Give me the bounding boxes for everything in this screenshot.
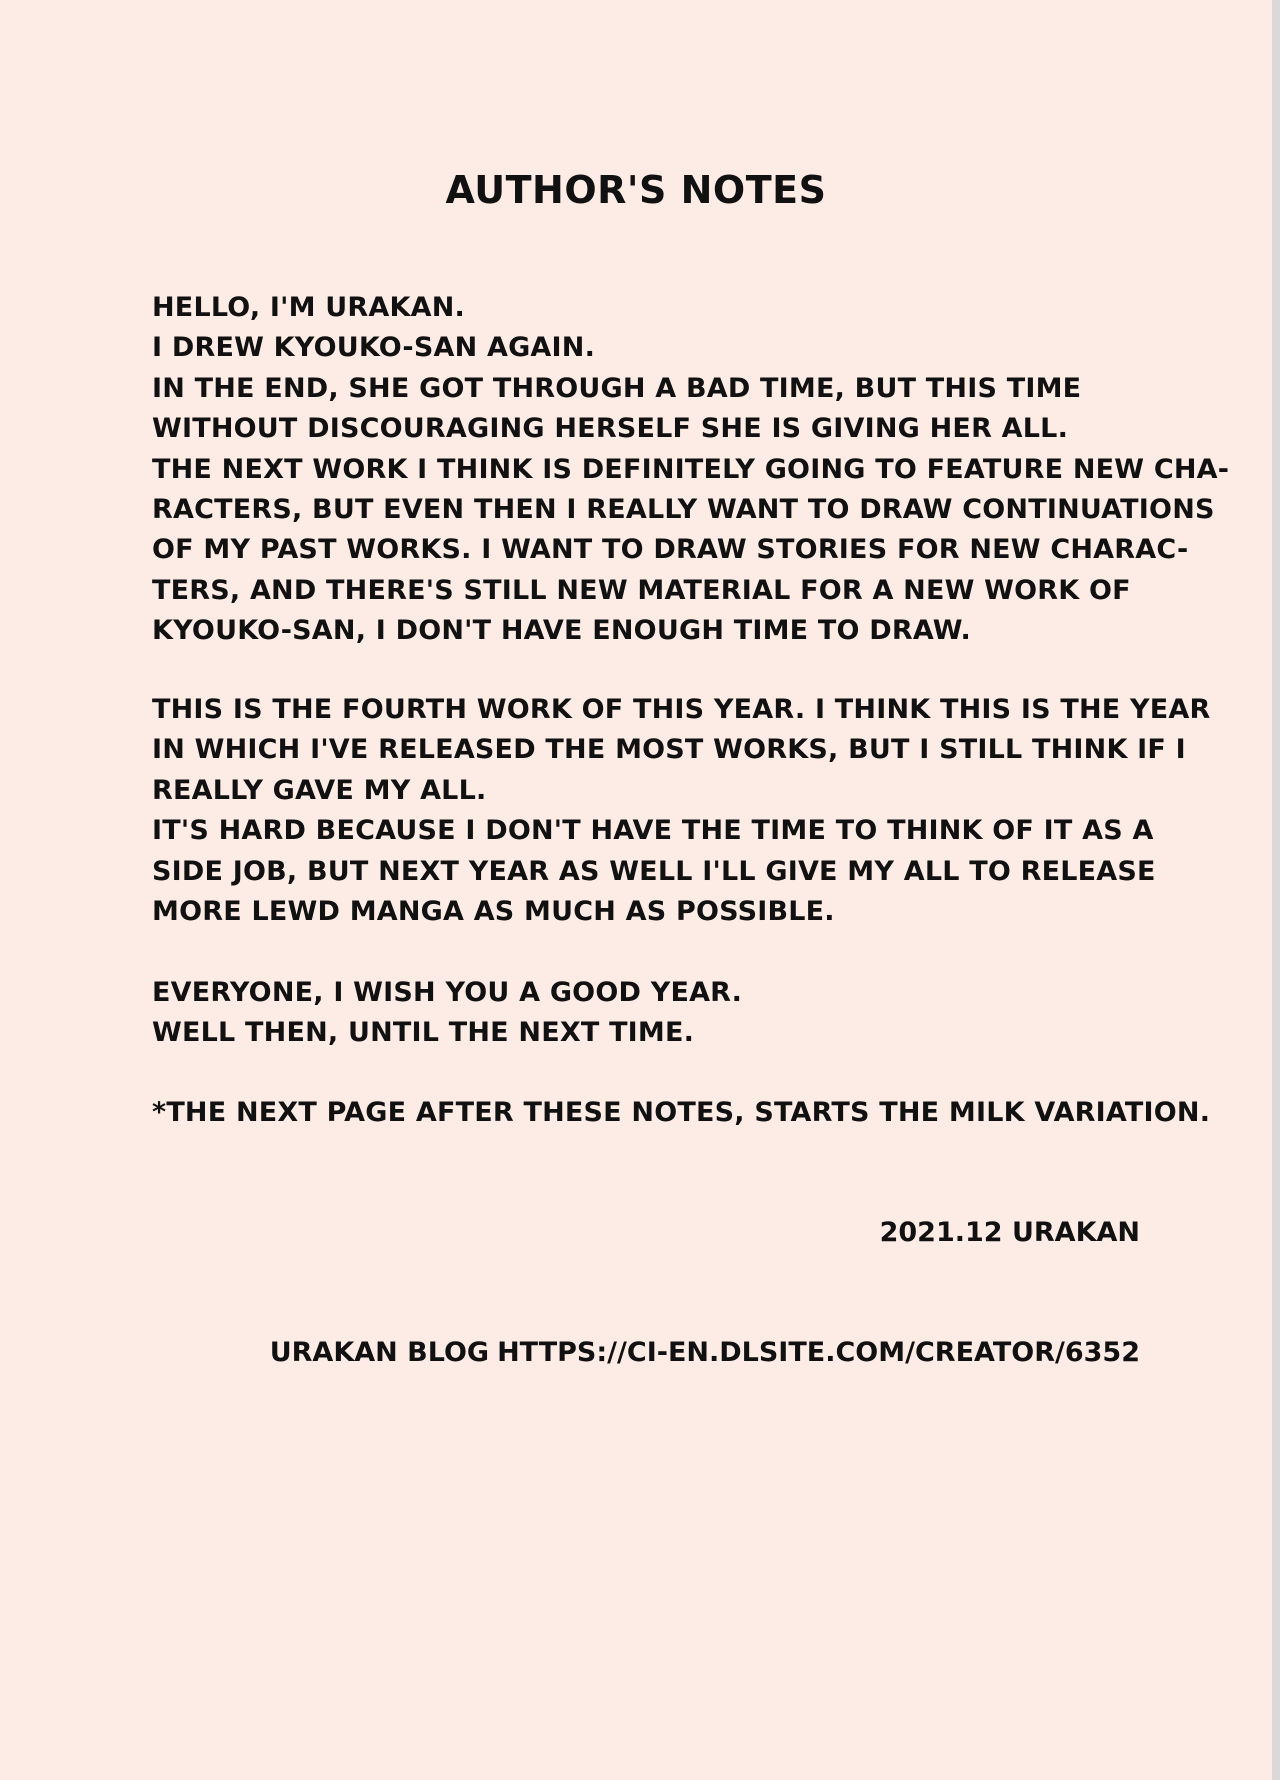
text-line: OF MY PAST WORKS. I WANT TO DRAW STORIES FOR NEW CHARAC- <box>152 534 1189 566</box>
text-line: IN WHICH I'VE RELEASED THE MOST WORKS, BUT I STILL THINK IF I <box>152 734 1186 766</box>
text-line: I DREW KYOUKO-SAN AGAIN. <box>152 332 596 364</box>
text-line: MORE LEWD MANGA AS MUCH AS POSSIBLE. <box>152 896 835 928</box>
text-line: KYOUKO-SAN, I DON'T HAVE ENOUGH TIME TO DRAW. <box>152 615 971 647</box>
signature-date: 2021.12 URAKAN <box>879 1217 1140 1248</box>
paragraph-year-summary <box>152 690 1211 932</box>
text-line: IN THE END, SHE GOT THROUGH A BAD TIME, BUT THIS TIME <box>152 372 1082 404</box>
text-line: REALLY GAVE MY ALL. <box>152 774 487 806</box>
text-line: HELLO, I'M URAKAN. <box>152 292 465 323</box>
paragraph-farewell <box>152 973 1142 1054</box>
paragraph-greeting <box>152 288 1230 652</box>
text-line: TERS, AND THERE'S STILL NEW MATERIAL FOR A NEW WORK OF <box>152 574 1131 606</box>
blog-url: HTTPS://CI-EN.DLSITE.COM/CREATOR/6352 <box>497 1337 1140 1368</box>
blog-line <box>270 1337 1140 1368</box>
page-title: AUTHOR'S NOTES <box>445 168 827 212</box>
text-line: SIDE JOB, BUT NEXT YEAR AS WELL I'LL GIVE MY ALL TO RELEASE <box>152 855 1156 887</box>
text-line: *THE NEXT PAGE AFTER THESE NOTES, STARTS THE MILK VARIATION. <box>152 1097 1211 1128</box>
paragraph-footnote <box>152 1093 1211 1133</box>
text-line: THIS IS THE FOURTH WORK OF THIS YEAR. I THINK THIS IS THE YEAR <box>152 694 1211 725</box>
text-line: EVERYONE, I WISH YOU A GOOD YEAR. <box>152 977 743 1008</box>
text-line: THE NEXT WORK I THINK IS DEFINITELY GOING TO FEATURE NEW CHA- <box>152 453 1230 485</box>
blog-label: URAKAN BLOG <box>269 1337 490 1368</box>
text-line: RACTERS, BUT EVEN THEN I REALLY WANT TO DRAW CONTINUATIONS <box>152 494 1215 526</box>
text-line: IT'S HARD BECAUSE I DON'T HAVE THE TIME TO THINK OF IT AS A <box>152 815 1154 847</box>
text-line: WITHOUT DISCOURAGING HERSELF SHE IS GIVING HER ALL. <box>152 413 1069 445</box>
text-line: WELL THEN, UNTIL THE NEXT TIME. <box>152 1017 695 1049</box>
